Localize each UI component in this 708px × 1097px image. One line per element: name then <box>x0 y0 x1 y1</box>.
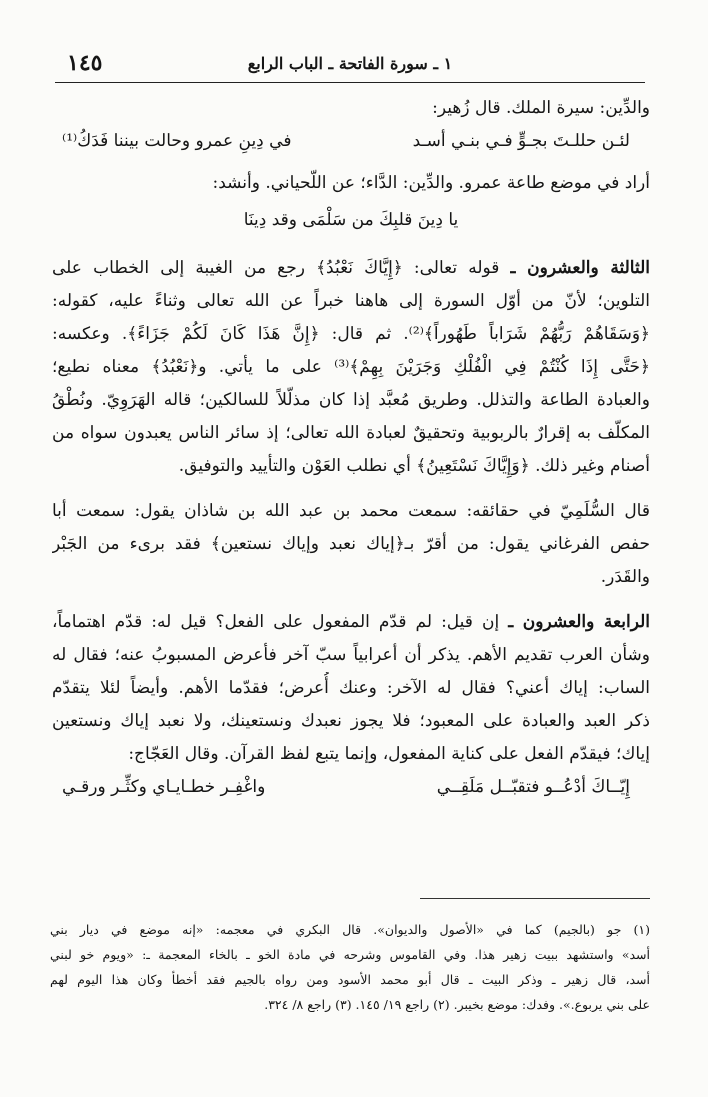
footnotes <box>50 917 650 1017</box>
text-line: أراد في موضع طاعة عمرو. والدِّين: الدَّاء؛ عن اللّحياني. وأنشد: <box>212 173 650 193</box>
verse-first-hemistich: لئـن حللـتَ بجـوٍّ فـي بنـي أسـد <box>412 131 630 151</box>
text-span: إن قيل: لم قدّم المفعول على الفعل؟ قيل له: قدّم اهتماماً، <box>52 612 509 632</box>
footnote-line: (١) جو (بالجيم) كما في «الأصول والديوان». قال البكري في معجمه: «إنه موضع في ديار بني <box>50 922 650 937</box>
text-line <box>52 252 650 285</box>
text-line: المكلّف به إقرارٌ بالربوبية وتحقيقٌ لعبادة الله تعالى؛ إذ سائر الناس يعبدون سواه من <box>52 423 650 443</box>
text-line: أصنام وغير ذلك. ﴿وَإِيَّاكَ نَسْتَعِينُ﴾ أي نطلب العَوْن والتأييد والتوفيق. <box>178 456 650 476</box>
text-line: ﴿حَتَّى إِذَا كُنْتُمْ فِي الْفُلْكِ وَجَرَيْنَ بِهِمْ﴾⁽³⁾ على ما يأتي. و﴿نَعْبُدُ﴾ معناه نطيع؛ <box>52 357 650 377</box>
poetry-verse: يا دِينَ قلبِكَ من سَلْمَى وقد دِينَا <box>243 210 459 230</box>
text-line: قال السُّلَمِيّ في حقائقه: سمعت محمد بن عبد الله بن شاذان يقول: سمعت أبا <box>52 501 650 521</box>
page-header <box>55 48 645 83</box>
text-line: والدِّين: سيرة الملك. قال زُهير: <box>432 98 650 118</box>
text-line <box>52 606 650 639</box>
section-heading: الثالثة والعشرون ـ <box>510 258 650 278</box>
text-line: الساب: إياك أعني؟ فقال له الآخر: وعنك أُعرض؛ فقدّما الأهم. وأيضاً لئلا يتقدّم <box>52 678 650 698</box>
verse-second-hemistich: واغْفِـر خطـايـاي وكثِّـر ورقـي <box>62 777 266 797</box>
main-text <box>52 92 650 813</box>
text-line: إياك؛ فيقدّم الفعل على كناية المفعول، وإنما يتبع لفظ القرآن. وقال العَجّاج: <box>128 744 650 764</box>
poetry-verse <box>52 125 650 167</box>
footnote-line: على بني يربوع.». وفدك: موضع بخيبر. (٢) راجع ١٩/ ١٤٥. (٣) راجع ٨/ ٣٢٤. <box>264 997 650 1012</box>
running-title: ١ ـ سورة الفاتحة ـ الباب الرابع <box>247 54 453 73</box>
text-line: والعبادة الطاعة والتذلل. وطريق مُعبَّد إذا كان مذلّلاً للسالكين؛ قاله الهَرَوِيّ. ونُطْقُ <box>52 390 650 410</box>
section-heading: الرابعة والعشرون ـ <box>508 612 650 632</box>
text-line: ذكر العبد والعبادة على المعبود؛ فلا يجوز نعبدك ونستعينك، ولا نعبد إياك ونستعين <box>52 711 650 731</box>
footnote-divider <box>420 898 650 899</box>
text-line: وشأن العرب تقديم الأهم. يذكر أن أعرابياً سبّ آخر فأعرض المسبوبُ عنه؛ فقال له <box>52 645 650 665</box>
text-line: حفص الفرغاني يقول: من أقرّ بـ﴿إياك نعبد وإياك نستعين﴾ فقد برىء من الجَبْر <box>52 534 650 554</box>
verse-first-hemistich: إِيّــاكَ أدْعُــو فتقبّــل مَلَقِــي <box>436 777 630 797</box>
text-line: ﴿وَسَقَاهُمْ رَبُّهُمْ شَرَاباً طَهُوراً﴾⁽²⁾. ثم قال: ﴿إِنَّ هَذَا كَانَ لَكُمْ جَزَاءً﴾. وعكسه: <box>52 324 650 344</box>
poetry-verse <box>52 771 650 813</box>
text-span: قوله تعالى: ﴿إِيَّاكَ نَعْبُدُ﴾ رجع من الغيبة إلى الخطاب على <box>52 258 511 278</box>
text-line: والقَدَر. <box>600 567 650 587</box>
page-number: ١٤٥ <box>67 50 103 76</box>
verse-second-hemistich: في دِينِ عمرو وحالت بيننا فَدَكُ⁽¹⁾ <box>62 131 292 151</box>
footnote-line: أسد، قال زهير ـ وذكر البيت ـ قال أبو محمد الأسود ومن رواه بالجيم فقد أخطأ وكان هذا اليوم لهم <box>50 972 650 987</box>
footnote-line: أسد» واستشهد ببيت زهير هذا. وفي القاموس وشرحه في مادة الخو ـ بالخاء المعجمة ـ: «ويوم خو لبني <box>50 947 650 962</box>
text-line: التلوين؛ لأنّ من أوّل السورة إلى هاهنا خبراً عن الله تعالى وثناءً عليه، كقوله: <box>52 291 650 311</box>
